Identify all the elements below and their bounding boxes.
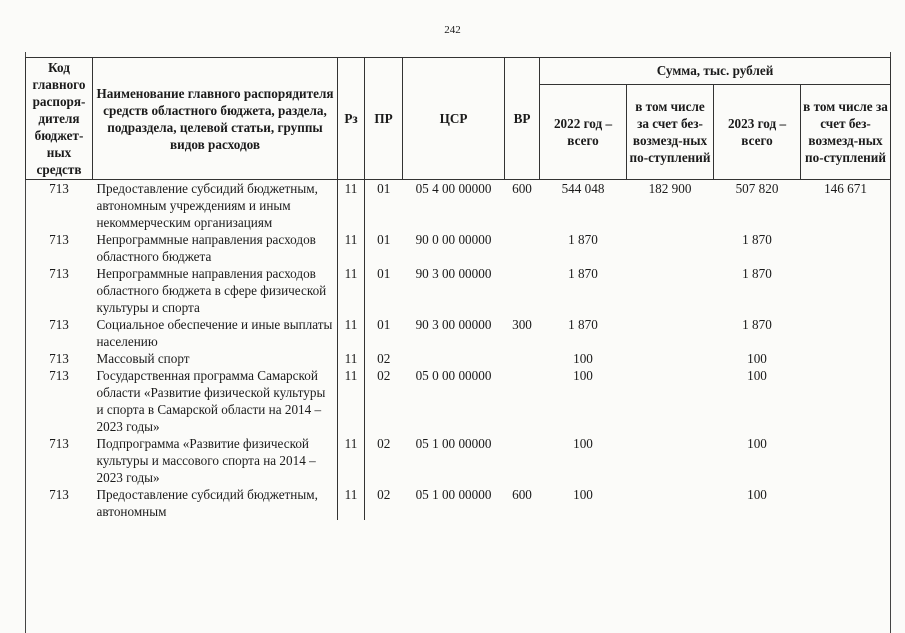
- cell-2023-total: 1 870: [742, 266, 772, 281]
- table-row: [26, 435, 891, 486]
- cell-2023-total: 1 870: [742, 317, 772, 332]
- cell-2022-total: 1 870: [568, 232, 598, 247]
- cell-vr: 300: [512, 317, 532, 332]
- cell-2022-total: 544 048: [561, 181, 605, 196]
- cell-2023-gratuitous: [801, 316, 891, 350]
- cell-2022-gratuitous: [627, 486, 714, 520]
- cell-vr: [505, 350, 540, 367]
- header-2023-total: 2023 год – всего: [714, 84, 801, 179]
- header-sum: Сумма, тыс. рублей: [540, 58, 891, 85]
- cell-2022-gratuitous: [627, 435, 714, 486]
- budget-table: [25, 57, 891, 520]
- cell-pr: 01: [365, 231, 403, 265]
- cell-csr: 90 3 00 00000: [415, 266, 492, 281]
- cell-csr: 90 3 00 00000: [415, 317, 492, 332]
- cell-rz: 11: [338, 435, 365, 486]
- cell-code: 713: [49, 232, 69, 247]
- cell-2023-total: 507 820: [735, 181, 779, 196]
- cell-2023-total: 1 870: [742, 232, 772, 247]
- cell-2022-total: 1 870: [568, 317, 598, 332]
- table-row: [26, 367, 891, 435]
- header-rz: Рз: [338, 58, 365, 180]
- cell-rz: 11: [338, 180, 365, 232]
- cell-code: 713: [49, 351, 69, 366]
- cell-rz: 11: [338, 350, 365, 367]
- header-2023-gratuitous: в том числе за счет без-возмезд-ных по-ступлений: [801, 84, 891, 179]
- cell-2023-total: 100: [747, 351, 767, 366]
- header-pr: ПР: [365, 58, 403, 180]
- cell-name: Предоставление субсидий бюджетным, автономным: [96, 487, 318, 519]
- cell-vr: [505, 435, 540, 486]
- header-2022-gratuitous: в том числе за счет без-возмезд-ных по-ступлений: [627, 84, 714, 179]
- cell-2022-gratuitous: [627, 316, 714, 350]
- header-code: Код главного распоря-дителя бюджет-ных средств: [26, 58, 93, 180]
- cell-2023-gratuitous: [801, 486, 891, 520]
- cell-rz: 11: [338, 486, 365, 520]
- cell-2023-gratuitous: 146 671: [824, 181, 867, 196]
- cell-name: Массовый спорт: [96, 351, 190, 366]
- cell-2022-total: 1 870: [568, 266, 598, 281]
- cell-2023-gratuitous: [801, 367, 891, 435]
- cell-rz: 11: [338, 231, 365, 265]
- cell-csr: 05 4 00 00000: [415, 181, 492, 196]
- cell-name: Предоставление субсидий бюджетным, автономным учреждениям и иным некоммерческим организациям: [96, 181, 318, 230]
- cell-pr: 02: [365, 435, 403, 486]
- cell-csr: [403, 350, 505, 367]
- cell-code: 713: [49, 368, 69, 383]
- cell-name: Социальное обеспечение и иные выплаты населению: [96, 317, 333, 349]
- header-csr: ЦСР: [403, 58, 505, 180]
- header-name: Наименование главного распорядителя средств областного бюджета, раздела, подраздела, целевой статьи, группы видов расходов: [93, 58, 338, 180]
- table-row: [26, 231, 891, 265]
- header-vr: ВР: [505, 58, 540, 180]
- cell-vr: [505, 231, 540, 265]
- cell-2023-total: 100: [747, 436, 767, 451]
- cell-csr: 05 1 00 00000: [415, 436, 492, 451]
- cell-name: Подпрограмма «Развитие физической культуры и массового спорта на 2014 – 2023 годы»: [96, 436, 316, 485]
- cell-rz: 11: [338, 316, 365, 350]
- cell-code: 713: [49, 266, 69, 281]
- cell-csr: 05 0 00 00000: [415, 368, 492, 383]
- cell-2022-gratuitous: [627, 265, 714, 316]
- table-row: [26, 265, 891, 316]
- cell-2022-gratuitous: [627, 367, 714, 435]
- page-number: 242: [444, 24, 461, 36]
- cell-code: 713: [49, 317, 69, 332]
- cell-name: Государственная программа Самарской области «Развитие физической культуры и спорта в Самарской области на 2014 – 2023 годы»: [96, 368, 326, 434]
- cell-vr: 600: [512, 181, 532, 196]
- cell-code: 713: [49, 487, 69, 502]
- cell-pr: 02: [365, 350, 403, 367]
- cell-2022-total: 100: [573, 368, 593, 383]
- cell-2022-gratuitous: 182 900: [648, 181, 692, 196]
- cell-csr: 05 1 00 00000: [415, 487, 492, 502]
- cell-pr: 01: [365, 180, 403, 232]
- cell-vr: 600: [512, 487, 532, 502]
- cell-code: 713: [49, 436, 69, 451]
- table-row: [26, 180, 891, 232]
- table-row: [26, 316, 891, 350]
- cell-pr: 02: [365, 486, 403, 520]
- cell-pr: 01: [365, 265, 403, 316]
- cell-pr: 02: [365, 367, 403, 435]
- cell-2023-gratuitous: [801, 265, 891, 316]
- cell-code: 713: [49, 181, 69, 196]
- cell-2022-total: 100: [573, 351, 593, 366]
- table-row: [26, 486, 891, 520]
- cell-2022-total: 100: [573, 487, 593, 502]
- cell-2023-gratuitous: [801, 350, 891, 367]
- cell-rz: 11: [338, 367, 365, 435]
- cell-rz: 11: [338, 265, 365, 316]
- cell-vr: [505, 265, 540, 316]
- cell-name: Непрограммные направления расходов областного бюджета в сфере физической культуры и спорта: [96, 266, 327, 315]
- header-2022-total: 2022 год – всего: [540, 84, 627, 179]
- cell-2022-gratuitous: [627, 231, 714, 265]
- cell-2023-gratuitous: [801, 435, 891, 486]
- cell-2023-total: 100: [747, 487, 767, 502]
- cell-vr: [505, 367, 540, 435]
- cell-csr: 90 0 00 00000: [415, 232, 492, 247]
- cell-2022-total: 100: [573, 436, 593, 451]
- cell-2023-total: 100: [747, 368, 767, 383]
- cell-2023-gratuitous: [801, 231, 891, 265]
- table-row: [26, 350, 891, 367]
- cell-2022-gratuitous: [627, 350, 714, 367]
- cell-name: Непрограммные направления расходов областного бюджета: [96, 232, 316, 264]
- cell-pr: 01: [365, 316, 403, 350]
